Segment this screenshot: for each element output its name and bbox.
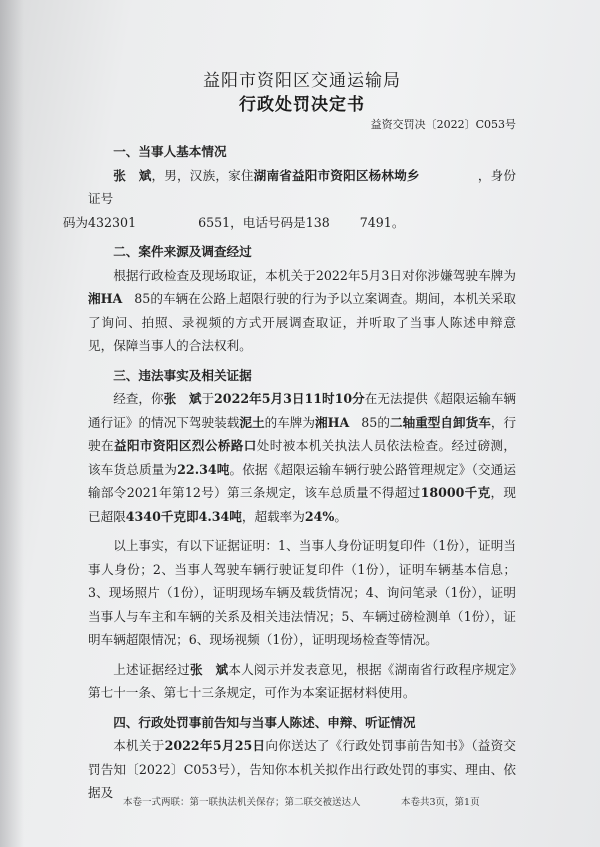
section-2-paragraph <box>88 264 516 358</box>
section-1-heading: 一、当事人基本情况 <box>113 144 227 159</box>
text-run: 于 <box>201 391 215 406</box>
text-run: ，男，汉族，家住 <box>151 167 254 183</box>
party-name: 张 斌 <box>163 391 202 406</box>
case-date: 2022年5月3日 <box>315 267 403 283</box>
text-run: 的车辆在公路上超限行驶的行为予以立案调查。期间，本机关采取了询问、拍照、录视频的方式开展调查取证，并听取了当事人陈述申辩意见，保障当事人的合法权利。 <box>88 291 516 353</box>
id-number-start: 码为432301 <box>62 214 137 230</box>
section-2-heading: 二、案件来源及调查经过 <box>113 244 252 259</box>
section-4-heading: 四、行政处罚事前告知与当事人陈述、申辩、听证情况 <box>113 714 416 730</box>
document-body <box>62 70 517 805</box>
section-3-heading: 三、违法事实及相关证据 <box>113 367 252 383</box>
overload-rate: 24% <box>304 508 335 524</box>
text-run: 处时被本机关执法人员依法检查。经过磅测，该车货总质量为 <box>88 438 517 477</box>
text-run: ，行驶在 <box>88 414 517 453</box>
text-run: 根据行政检查及现场取证，本机关于 <box>113 267 316 283</box>
plate-prefix: 湘HA <box>315 414 350 430</box>
document-title: 行政处罚决定书 <box>239 95 365 115</box>
text-run: ，电话号码是 <box>230 214 306 230</box>
text-run: 本人阅示并发表意见，根据《湖南省行政程序规定》第七十一条、第七十三条规定，可作为本案证据材料使用。 <box>88 661 517 700</box>
text-run: ，身份证号 <box>88 167 517 206</box>
party-address: 湖南省益阳市资阳区杨林坳乡 <box>253 167 420 183</box>
section-3-paragraph-1 <box>88 387 516 528</box>
total-mass: 22.34吨 <box>177 461 230 477</box>
text-run: ，超载率为 <box>241 508 305 524</box>
footer-page-count: 本卷共3页，第1页 <box>401 797 480 808</box>
cargo-type: 泥土 <box>239 414 265 430</box>
party-name: 张 斌 <box>113 167 152 183</box>
text-run: 。依据《超限运输车辆行驶公路管理规定》（交通运输部令2021年第12号）第三条规定，该车总质量不得超过 <box>88 461 517 500</box>
phone-end: 7491 <box>359 214 392 230</box>
agency-name: 益阳市资阳区交通运输局 <box>203 71 401 91</box>
violation-time: 2022年5月3日11时10分 <box>214 391 365 406</box>
footer-copies-note: 本卷一式两联：第一联执法机关保存；第二联交被送达人 <box>123 797 361 808</box>
text-run: 本机关于 <box>113 738 165 753</box>
text-run: 对你涉嫌驾驶车牌为 <box>402 267 516 283</box>
plate-suffix: 85 <box>134 291 151 306</box>
document-number: 益资交罚决〔2022〕C053号 <box>370 118 516 131</box>
text-run: 上述证据经过 <box>113 661 190 677</box>
id-number-end: 6551 <box>198 214 231 230</box>
text-run: 的车牌为 <box>264 414 316 430</box>
phone-start: 138 <box>305 214 330 230</box>
text-run: 的 <box>377 414 390 430</box>
vehicle-type: 二轴重型自卸货车 <box>389 414 491 430</box>
plate-prefix: 湘HA <box>88 291 123 306</box>
text-run: 在无法提供《超限运输车辆通行证》的情况下驾驶装载 <box>88 391 517 430</box>
section-3-paragraph-2: 以上事实，有以下证据证明：1、当事人身份证明复印件（1份），证明当事人身份；2、当事人驾驶车辆行驶证复印件（1份），证明车辆基本信息；3、现场照片（1份），证明现场车辆及载货情况；4、询问笔录（1份），证明当事人与车主和车辆的关系及相关违法情况；5、车辆过磅检测单（1份），证明车辆超限情况；6、现场视频（1份），证明现场检查等情况。 <box>88 538 516 647</box>
violation-location: 益阳市资阳区烈公桥路口 <box>113 438 257 453</box>
notice-date: 2022年5月25日 <box>164 738 266 753</box>
overload-amount: 4340千克即4.34吨 <box>125 508 242 524</box>
text-run: 向你送达了《行政处罚事前告知书》（益资交罚告知〔2022〕C053号），告知你本机关拟作出行政处罚的事实、理由、依据及 <box>88 738 517 800</box>
section-3-paragraph-3 <box>88 658 516 705</box>
text-run: 经查，你 <box>113 391 164 406</box>
page-shadow <box>0 0 24 847</box>
party-name: 张 斌 <box>189 661 229 677</box>
text-run: 。 <box>334 508 347 524</box>
text-run: ，现已超限 <box>88 485 516 524</box>
mass-limit: 18000千克 <box>420 485 491 500</box>
section-1-paragraph <box>62 164 517 235</box>
plate-suffix: 85 <box>361 414 378 430</box>
text-run: 。 <box>391 214 405 230</box>
